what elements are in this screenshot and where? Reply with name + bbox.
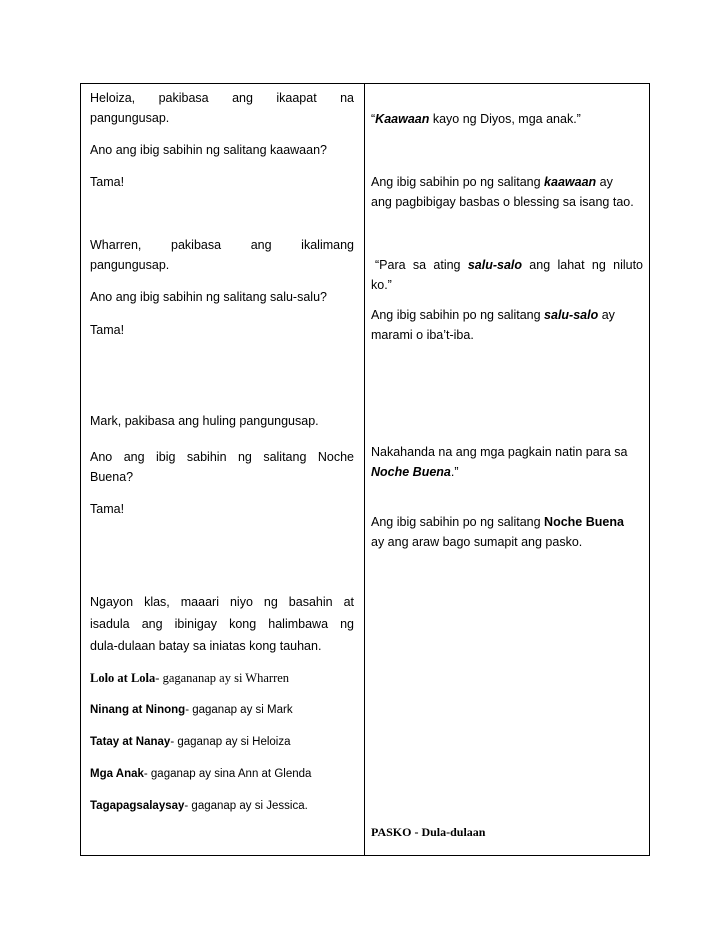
wharren-instruction-line2: pangungusap.: [90, 258, 170, 272]
wharren-instruction-line1: Wharren, pakibasa ang ikalimang: [90, 238, 354, 252]
highlight-word: salu-salo: [467, 258, 522, 272]
kaawaan-answer-line2: ang pagbibigay basbas o blessing sa isang tao.: [371, 195, 634, 209]
role-name: Tatay at Nanay: [90, 736, 171, 748]
role-assignment: - gaganap ay sina Ann at Glenda: [143, 768, 312, 780]
ngayon-line1: Ngayon klas, maaari niyo ng basahin at: [90, 595, 354, 609]
heloiza-instruction-line1: Heloiza, pakibasa ang ikaapat na: [90, 91, 354, 105]
role-name: Tagapagsalaysay: [90, 800, 185, 812]
answer-text: ay: [596, 175, 613, 189]
role-lolo-lola: [90, 668, 354, 688]
salusalo-answer-line1: [371, 305, 643, 325]
role-ninang-ninong: [90, 700, 354, 720]
tama-1: Tama!: [90, 175, 125, 189]
answer-text: ay: [598, 308, 615, 322]
role-assignment: - gaganap ay si Heloiza: [170, 736, 291, 748]
role-tagapagsalaysay: [90, 796, 354, 816]
tama-3: Tama!: [90, 502, 125, 516]
quote-text: ang lahat ng niluto: [522, 258, 643, 272]
quote-text: kayo ng Diyos, mga anak.”: [429, 112, 581, 126]
question-kaawaan: Ano ang ibig sabihin ng salitang kaawaan?: [90, 143, 327, 157]
pasko-title: PASKO - Dula-dulaan: [371, 825, 486, 839]
role-assignment: - gaganap ay si Mark: [185, 704, 293, 716]
role-mga-anak: [90, 764, 354, 784]
quote-text: .”: [450, 465, 459, 479]
noche-answer-line1: [371, 512, 643, 532]
salusalo-quote-line1: [371, 255, 643, 275]
noche-quote-line1: Nakahanda na ang mga pagkain natin para sa: [371, 445, 628, 459]
ngayon-line2: isadula ang ibinigay kong halimbawa ng: [90, 617, 354, 631]
question-noche-line2: Buena?: [90, 470, 134, 484]
noche-quote-line2: [371, 462, 643, 482]
salusalo-quote-line2: ko.”: [371, 278, 392, 292]
column-divider: [364, 84, 365, 855]
role-name: Lolo at Lola: [90, 671, 156, 685]
answer-text: Ang ibig sabihin po ng salitang: [371, 515, 545, 529]
highlight-word: Kaawaan: [375, 112, 430, 126]
role-tatay-nanay: [90, 732, 354, 752]
role-assignment: - gagananap ay si Wharren: [155, 671, 290, 685]
question-noche-line1: Ano ang ibig sabihin ng salitang Noche: [90, 450, 354, 464]
highlight-word: salu-salo: [544, 308, 599, 322]
kaawaan-answer-line1: [371, 172, 643, 192]
highlight-word: kaawaan: [544, 175, 597, 189]
kaawaan-quote: [371, 109, 643, 129]
role-assignment: - gaganap ay si Jessica.: [184, 800, 308, 812]
heloiza-instruction-line2: pangungusap.: [90, 111, 170, 125]
tama-2: Tama!: [90, 323, 125, 337]
quote-text: “Para sa ating: [375, 258, 468, 272]
highlight-word: Noche Buena: [544, 515, 624, 529]
role-name: Ninang at Ninong: [90, 704, 186, 716]
salusalo-answer-line2: marami o iba’t-iba.: [371, 328, 474, 342]
noche-answer-line2: ay ang araw bago sumapit ang pasko.: [371, 535, 583, 549]
answer-text: Ang ibig sabihin po ng salitang: [371, 175, 545, 189]
ngayon-line3: dula-dulaan batay sa iniatas kong tauhan.: [90, 639, 322, 653]
quote-mark: “: [371, 112, 376, 126]
role-name: Mga Anak: [90, 768, 144, 780]
answer-text: Ang ibig sabihin po ng salitang: [371, 308, 545, 322]
highlight-word: Noche Buena: [371, 465, 451, 479]
mark-instruction: Mark, pakibasa ang huling pangungusap.: [90, 414, 319, 428]
question-salusalu: Ano ang ibig sabihin ng salitang salu-salu?: [90, 290, 327, 304]
lesson-table: [80, 83, 650, 856]
